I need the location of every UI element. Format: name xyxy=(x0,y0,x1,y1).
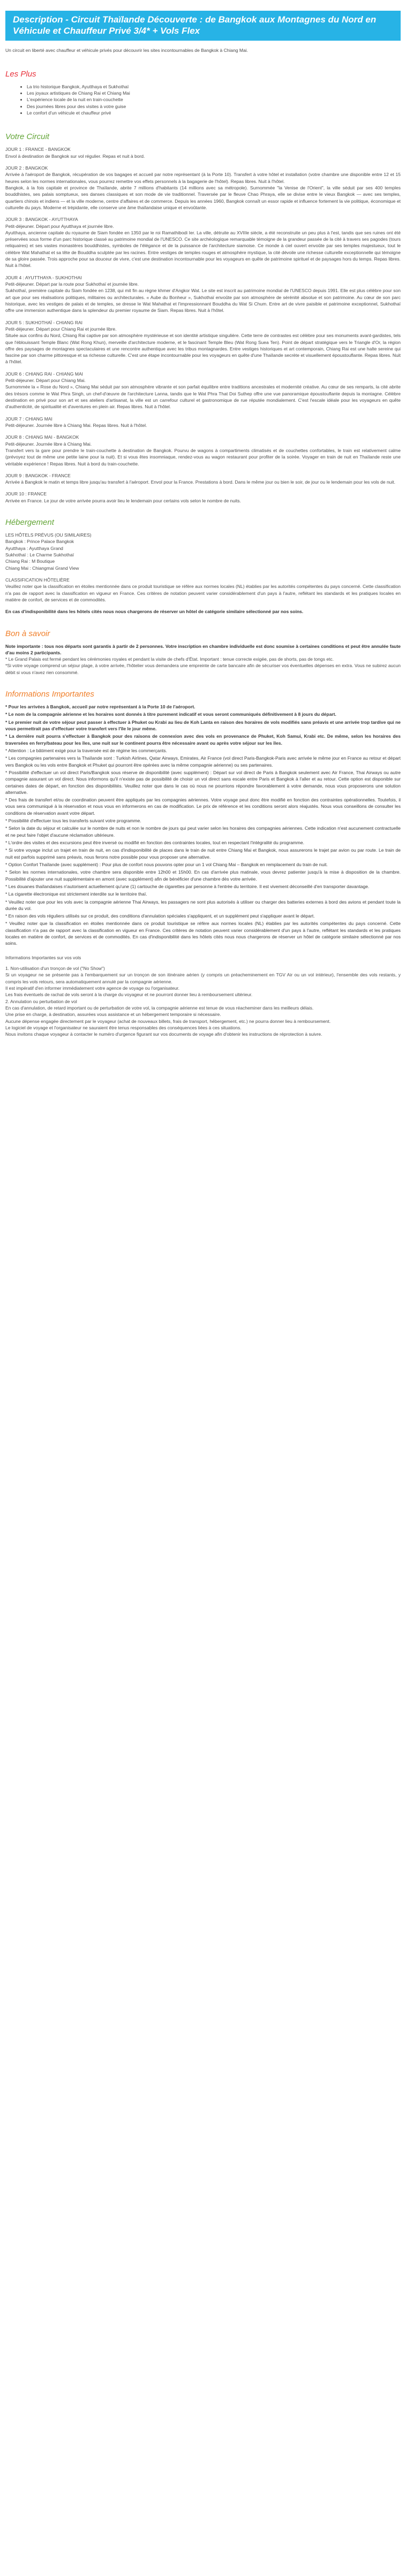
flight-note-line: En cas d'annulation, de retard important ou de perturbation de votre vol, la compagnie aérienne est tenue de vous réacheminer dans les meilleurs délais. xyxy=(5,1005,314,1011)
info-item: * Selon la date du séjour et calculée sur le nombre de nuits et non le nombre de jours qui peut varier selon les horaires des compagnies aériennes. Cette indication n'est aucunement contractuelle et ne peut faire l'objet d'aucune réclamation ultérieure. xyxy=(5,825,401,838)
day-description: Bangkok, à la fois capitale et province de Thaïlande, abrite 7 millions d'habitants (14 millions avec sa métropole). Surnommée "la Venise de l'Orient", la ville séduit par ses 400 temples bouddhistes, ses palais somptueux, ses danses classiques et son mode de vie traditionnel. Traversée par le fleuve Chao Phraya, elle se divise entre le vieux Bangkok — avec ses temples, quartiers chinois et indiens — et la ville moderne, centre d'affaires et de commerce. Depuis les années 1960, Bangkok connaît un essor rapide et influence fortement la vie politique, économique et culturelle du pays. Moderne et trépidante, elle conserve une âme thaïlandaise unique et envoûtante. xyxy=(5,185,401,210)
day-text: Petit-déjeuner. Départ pour Ayutthaya et journée libre. xyxy=(5,223,114,229)
info-item: * Si votre voyage inclut un trajet en train de nuit, en cas d'indisponibilité de places dans le train de nuit entre Chiang Mai et Bangkok, nous assurerons le trajet par avion ou par route. Le train de nuit est parfois supprimé sans préavis, nous ferons notre possible pour vous proposer une alternative. xyxy=(5,847,401,860)
flight-note-line: 1. Non-utilisation d'un tronçon de vol ("No Show") xyxy=(5,966,105,971)
day-title: JOUR 9 : BANGKOK - FRANCE xyxy=(5,472,71,478)
info-item: * Le nom de la compagnie aérienne et les horaires sont donnés à titre purement indicatif et vous seront communiqués définitivement à 8 jours du départ. xyxy=(5,712,336,717)
hotel-item: Chiang Mai : Chiangmai Grand View xyxy=(5,565,79,571)
list-item: • Le confort d'un véhicule et chauffeur privé xyxy=(27,110,401,116)
hotel-item: Sukhothaï : Le Charme Sukhothaï xyxy=(5,552,74,557)
advice-line: Note importante : tous nos départs sont garantis à partir de 2 personnes. Votre inscription en chambre individuelle est donc soumise à certaines conditions et peut être annulée faute d'au moins 2 participants. xyxy=(5,643,401,655)
info-item: * L'ordre des visites et des excursions peut être inversé ou modifié en fonction des contraintes locales, tout en respectant l'intégralité du programme. xyxy=(5,840,304,845)
plus-heading: Les Plus xyxy=(5,69,36,79)
day-title: JOUR 3 : BANGKOK - AYUTTHAYA xyxy=(5,217,78,223)
list-item: • L'expérience locale de la nuit en train-couchette xyxy=(27,96,401,103)
day-block xyxy=(5,216,401,269)
advice-heading: Bon à savoir xyxy=(5,629,50,638)
flight-note-line: Le logiciel de voyage et l'organisateur ne sauraient être tenus responsables des conséquences liées à ces situations. xyxy=(5,1025,242,1030)
list-item: • Des journées libres pour des visites à votre guise xyxy=(27,103,401,110)
hotel-item: Chiang Rai : M Boutique xyxy=(5,559,55,564)
hotel-list-title: LES HÔTELS PRÉVUS (OU SIMILAIRES) xyxy=(5,532,92,538)
day-description: Transfert vers la gare pour prendre le train-couchette à destination de Bangkok. Pourvu de wagons à compartiments climatisés et de couchettes confortables, le train est relativement calme (prévoyez tout de même une petite laine pour la nuit). Et si vous êtes insomniaque, rendez-vous au wagon restaurant pour profiter de la soirée. Voyager en train de nuit en Thaïlande reste une véritable expérience ! Repas libres. Nuit à bord du train-couchette. xyxy=(5,447,401,467)
day-description: Située aux confins du Nord, Chiang Rai captive par son atmosphère mystérieuse et son identité artistique singulière. Cette terre de contrastes est célèbre pour ses monuments avant-gardistes, tels que l'éblouissant Temple Blanc (Wat Rong Khun), merveille d'architecture moderne, et le fascinant Temple Bleu (Wat Rong Suea Ten). Point de départ stratégique vers le Triangle d'Or, la région offre des paysages de montagnes spectaculaires et une rencontre authentique avec les tribus montagnardes. Entre vestiges historiques et art contemporain, Chiang Rai est une halte sereine qui fascine par son charme pittoresque et sa richesse culturelle. C'est une étape incontournable pour les voyageurs en quête d'une Thaïlande secrète et visuellement époustouflante. Repas libres. Nuit à l'hôtel. xyxy=(5,333,401,365)
day-title: JOUR 5 : SUKHOTHAÏ - CHIANG RAI xyxy=(5,319,83,325)
day-block xyxy=(5,416,401,429)
day-title: JOUR 1 : FRANCE - BANGKOK xyxy=(5,147,71,152)
hotel-item: Bangkok : Prince Palace Bangkok xyxy=(5,539,74,545)
info-item: * Pour les arrivées à Bangkok, accueil par notre représentant à la Porte 10 de l'aéroport. xyxy=(5,704,196,710)
advice-block xyxy=(5,643,401,676)
day-title: JOUR 10 : FRANCE xyxy=(5,491,47,497)
day-block xyxy=(5,491,401,504)
info-item: * Des frais de transfert et/ou de coordination peuvent être appliqués par les compagnies aériennes. Votre voyage peut donc être modifié en fonction des contraintes opérationnelles. Toutefois, il vous sera communiqué à la réservation et nous vous en informerons en cas de modification. Le prix de référence et les conditions seront alors réajustés. Nous vous conseillons de consulter les conditions de réservation avant votre départ. xyxy=(5,797,401,816)
hotel-item: Ayutthaya : Ayutthaya Grand xyxy=(5,545,63,551)
day-description: Sukhothaï, première capitale du Siam fondée en 1238, qui mit fin au règne khmer d'Angkor Wat. Le site est inscrit au patrimoine mondial de l'UNESCO depuis 1991. Elle est plus célèbre pour son art que pour ses réalisations politiques, militaires ou architecturales. « Aube du Bonheur », Sukhothaï envoûte par son atmosphère de sérénité absolue et son patrimoine. Au cœur de son parc historique, avec les vestiges de palais et de temples, se dresse le Wat Mahathat et l'impressionnant Bouddha du Wat Si Chum. Entre art de vivre paisible et patrimoine exceptionnel, Sukhothaï offre une immersion authentique dans la splendeur du premier royaume de Siam. Repas libres. Nuit à l'hôtel. xyxy=(5,288,401,314)
day-text: Petit-déjeuner. Journée libre à Chiang Mai. xyxy=(5,441,92,447)
info-item: * Veuillez noter que la classification en étoiles mentionnée dans ce produit touristique se réfère aux normes locales (NL) établies par les autorités compétentes du pays concerné. Cette classification n'a pas de rapport avec la classification en vigueur en France. Ces critères de notation peuvent varier considérablement d'un pays à l'autre, reflétant les standards et les pratiques locales en matière de confort, de services et de commodités. En cas d'indisponibilité dans les hôtels cités nous nous chargerons de réserver un hôtel de catégorie similaire sélectionné par nos soins. xyxy=(5,921,401,946)
information-heading: Informations Importantes xyxy=(5,690,94,699)
advice-line: * Le Grand Palais est fermé pendant les cérémonies royales et pendant la visite de chefs d'État. Important : tenue correcte exigée, pas de shorts, pas de tongs etc. xyxy=(5,656,334,662)
day-block xyxy=(5,371,401,410)
day-title: JOUR 8 : CHIANG MAI - BANGKOK xyxy=(5,434,79,440)
info-item: * Selon les normes internationales, votre chambre sera disponible entre 12h00 et 15h00. En cas d'arrivée plus matinale, vous devrez patienter jusqu'à la mise à disposition de la chambre. Possibilité d'ajouter une nuit supplémentaire en amont (avec supplément) afin de bénéficier d'une chambre dès votre arrivée. xyxy=(5,869,401,882)
day-text: Arrivée à Bangkok le matin et temps libre jusqu'au transfert à l'aéroport. Envol pour la France. Prestations à bord. Dans le même jour ou bien le soir, de jour ou le lendemain pour les vols de nuit. xyxy=(5,479,396,485)
advice-line: *Si votre voyage comprend un séjour plage, à votre arrivée, l'hôtelier vous demandera une empreinte de carte bancaire afin de sécuriser vos éventuelles dépenses en extra. Vous ne subirez aucun débit si vous n'avez rien consommé. xyxy=(5,663,401,675)
information-list xyxy=(5,704,401,947)
day-block xyxy=(5,472,401,486)
classification-title: CLASSIFICATION HÔTELIÈRE xyxy=(5,577,70,583)
plus-list xyxy=(5,83,401,117)
day-text: Petit-déjeuner. Départ pour Chiang Mai. xyxy=(5,378,86,384)
day-title: JOUR 4 : AYUTTHAYA - SUKHOTHAI xyxy=(5,274,82,280)
info-item: * Possibilité d'effectuer un vol direct Paris/Bangkok sous réserve de disponibilité (avec supplément) : Départ sur vol direct de Paris à Bangkok seulement avec Air France, Thai Airways ou autre compagnie assurant un vol direct. Nous informons qu'il n'existe pas de possibilité de choisir un vol direct sans escale entre Paris et Bangkok à l'aller et au retour. Cette option est disponible sur certaines dates de départ, en fonction des disponibilités. Veuillez noter que dans le cas où nous ne pourrions répondre favorablement à votre demande, nous vous proposerons une solution alternative. xyxy=(5,769,401,795)
day-description: Ayutthaya, ancienne capitale du royaume de Siam fondée en 1350 par le roi Ramathibodi Ier. La ville, détruite au XVIIIe siècle, a été reconstruite un peu plus à l'est, tandis que ses ruines ont été préservées sous forme d'un parc historique classé au patrimoine mondial de l'UNESCO. Ce site archéologique remarquable témoigne de la grandeur passée de la cité à travers ses pagodes (tours reliquaires) et ses vastes monastères bouddhistes, symboles de l'élégance et de la puissance de l'architecture siamoise. Ce monde à ciel ouvert envoûte par ses temples majestueux, tout le célèbre Wat Mahathat et sa tête de Bouddha sculptée par les racines. Entre vestiges de temples rouges et atmosphère mystique, la cité dévoile une richesse culturelle exceptionnelle qui témoigne de sa gloire passée. Trois approche pour sa douceur de vivre, c'est une destination incontournable pour les voyageurs en quête de patrimoine spirituel et de paysages hors du temps. Repas libres. Nuit à l'hôtel. xyxy=(5,230,401,269)
info-item: * Attention : Le bâtiment exigé pour la traversée est de régime les commerçants. xyxy=(5,747,167,753)
day-text: Petit-déjeuner. Départ par la route pour Sukhothaï et journée libre. xyxy=(5,281,139,287)
info-item: * La cigarette électronique est strictement interdite sur le territoire thaï. xyxy=(5,891,147,897)
day-block xyxy=(5,319,401,365)
intro-text: Un circuit en liberté avec chauffeur et véhicule privés pour découvrir les sites incontournables de Bangkok à Chiang Mai. xyxy=(5,47,248,53)
day-text: Arrivée à l'aéroport de Bangkok, récupération de vos bagages et accueil par notre représentant (à la Porte 10). Transfert à votre hôtel et installation (votre chambre une disponible entre 12 et 15 heures selon les normes internationales, vous pourrez remettre vos effets personnels à la bagagerie de l'hôtel). Repas libres. Nuit à l'hôtel. xyxy=(5,172,401,184)
flight-note-line: Une prise en charge, à destination, assurées vous assistance et un hébergement temporaire si nécessaire. xyxy=(5,1012,221,1018)
info-item: * Veuillez noter que pour les vols avec la compagnie aérienne Thai Airways, les passagers ne sont plus autorisés à utiliser ou charger des batteries externes à bord des avions et pendant toute la durée du vol. xyxy=(5,899,401,911)
flight-note-line: Il est impératif d'en informer immédiatement votre agence de voyage ou l'organisateur. xyxy=(5,985,180,991)
day-title: JOUR 7 : CHIANG MAI xyxy=(5,416,52,422)
day-block xyxy=(5,434,401,467)
flight-note-line: 2. Annulation ou perturbation de vol xyxy=(5,998,77,1004)
info-item: * Les douanes thaïlandaises n'autorisent actuellement qu'une (1) cartouche de cigarettes par personne à l'entrée du territoire. Il est vivement déconseillé d'en transporter davantage. xyxy=(5,883,370,889)
classification-block xyxy=(5,577,401,603)
flight-notes-title: Informations Importantes sur vos vols xyxy=(5,954,81,960)
day-description: Surnommée la « Rose du Nord », Chiang Mai séduit par son atmosphère vibrante et son parfait équilibre entre traditions ancestrales et modernité créative. Au cœur de ses remparts, la cité abrite des trésors comme le Wat Phra Singh, un chef-d'œuvre de l'architecture Lanna, tandis que le Wat Phra That Doi Suthep offre une vue panoramique époustouflante depuis la montagne. Célèbre destination en privé pour son art et ses ateliers d'artisanat, la ville est un carrefour culturel et gastronomique de rue réputée mondialement. C'est l'escale idéale pour les voyageurs en quête d'authenticité, de spiritualité et d'aventures en plein air. Repas libres. Nuit à l'hôtel. xyxy=(5,384,401,410)
day-text: Arrivée en France. Le jour de votre arrivée pourra avoir lieu le lendemain pour certains vols selon le nombre de nuits. xyxy=(5,498,241,503)
day-block xyxy=(5,165,401,211)
day-text: Envol à destination de Bangkok sur vol régulier. Repas et nuit à bord. xyxy=(5,153,145,159)
availability-note: En cas d'indisponibilité dans les hôtels cités nous nous chargerons de réserver un hôtel de catégorie similaire sélectionné par nos soins. xyxy=(5,609,304,615)
flight-note-line: Nous invitons chaque voyageur à contacter le numéro d'urgence figurant sur vos documents de voyage afin d'obtenir les instructions de réprotection à suivre. xyxy=(5,1031,322,1037)
info-item: * Le premier nuit de votre séjour peut passer à effectuer à Phuket ou Krabi au lieu de Koh Lanta en raison des horaires de vols modifiés sans préavis et une arrivée trop tardive qui ne vous permettrait pas d'effectuer votre transfert vers l'île le jour même. xyxy=(5,719,401,731)
list-item: • Les joyaux artistiques de Chiang Rai et Chiang Mai xyxy=(27,90,401,96)
day-title: JOUR 6 : CHIANG RAI - CHIANG MAI xyxy=(5,371,83,377)
info-item: * Possibilité d'effectuer tous les transferts suivant votre programme. xyxy=(5,818,141,824)
hotel-list xyxy=(5,532,401,571)
day-text: Petit-déjeuner. Journée libre à Chiang Mai. Repas libres. Nuit à l'hôtel. xyxy=(5,422,147,428)
info-item: * La dernière nuit pourra s'effectuer à Bangkok pour des raisons de connexion avec des vols en provenance de Phuket, Koh Samui, Krabi etc. De même, selon les horaires des traversées en ferry/bateau pour les îles, une nuit sur le continent pourra être nécessaire avant ou après votre séjour sur les îles. xyxy=(5,733,401,746)
info-item: * Les compagnies partenaires vers la Thaïlande sont : Turkish Airlines, Qatar Airways, Emirates, Air France (vol direct Paris-Bangkok-Paris avec arrivée le même jour en France au retour et départ vers Bangkok ou les vols entre Bangkok et Phuket qui pourront être opérées avec la même compagnie aérienne) ou ses partenaires. xyxy=(5,755,401,768)
list-item: • La trio historique Bangkok, Ayutthaya et Sukhothaï xyxy=(27,83,401,90)
flight-notes xyxy=(5,954,401,1038)
circuit-heading: Votre Circuit xyxy=(5,132,49,142)
flight-note-line: Aucune dépense engagée directement par le voyageur (achat de nouveaux billets, frais de transport, hébergement, etc.) ne pourra donner lieu à remboursement. xyxy=(5,1018,331,1024)
info-item: * Option Confort Thaïlande (avec supplément) : Pour plus de confort nous pouvons opter pour un 1 vol Chiang Mai – Bangkok en remplacement du train de nuit. xyxy=(5,861,328,867)
info-item: * En raison des vols réguliers utilisés sur ce produit, des conditions d'annulation spéciales s'appliquent, et un supplément peut s'appliquer avant le départ. xyxy=(5,913,315,919)
page xyxy=(0,0,406,1053)
day-title: JOUR 2 : BANGKOK xyxy=(5,165,48,171)
page-title: Description - Circuit Thaïlande Découverte : de Bangkok aux Montagnes du Nord en Véhicule et Chauffeur Privé 3/4* + Vols Flex xyxy=(5,11,401,41)
day-text: Petit-déjeuner. Départ pour Chiang Rai et journée libre. xyxy=(5,326,117,332)
day-block xyxy=(5,146,401,159)
flight-note-line: Les frais éventuels de rachat de vols seront à la charge du voyageur et ne pourront donner lieu à remboursement ultérieur. xyxy=(5,992,253,998)
classification-text: Veuillez noter que la classification en étoiles mentionnée dans ce produit touristique se réfère aux normes locales (NL) établies par les autorités compétentes du pays concerné. Cette classification n'a pas de rapport avec la classification en vigueur en France. Ces critères de notation peuvent varier considérablement d'un pays à l'autre, reflétant les standards et les pratiques locales en matière de confort, de services et de commodités. xyxy=(5,584,401,602)
lodging-heading: Hébergement xyxy=(5,518,54,528)
day-block xyxy=(5,274,401,314)
flight-note-line: Si un voyageur ne se présente pas à l'embarquement sur un tronçon de son itinéraire aérien (y compris un préacheminement en TGV Air ou un vol intérieur), l'ensemble des vols restants, y compris les vols retours, sera automatiquement annulé par la compagnie aérienne. xyxy=(5,972,401,984)
